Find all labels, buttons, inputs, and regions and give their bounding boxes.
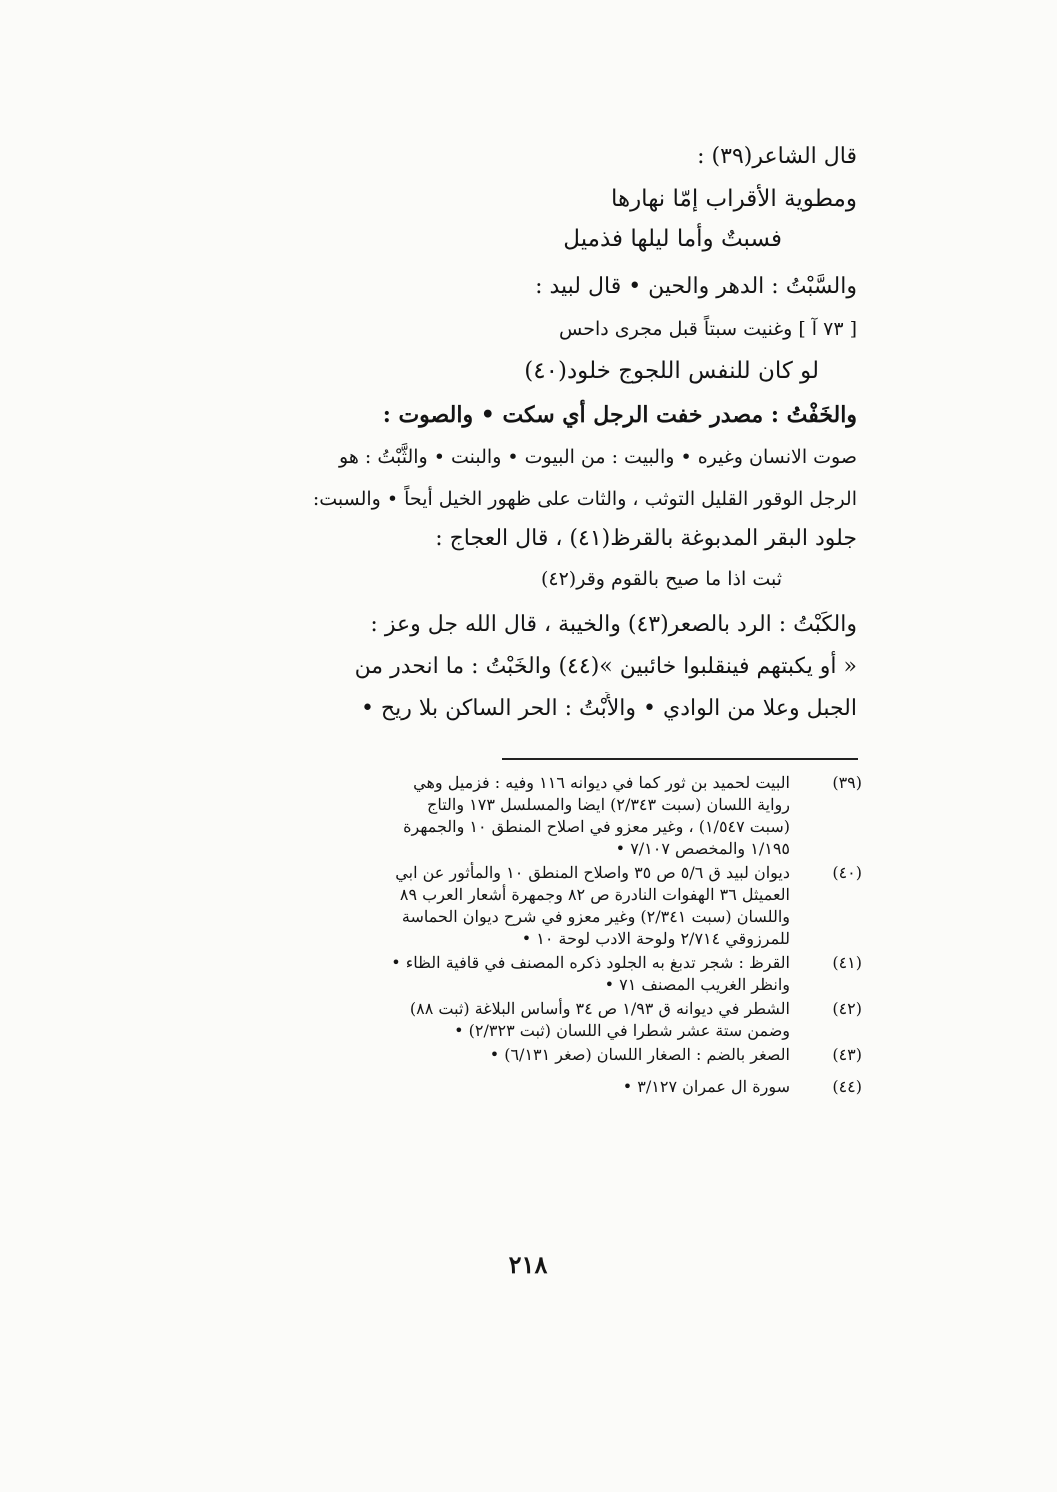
footnote-line: ديوان لبيد ق ٥/٦ ص ٣٥ واصلاح المنطق ١٠ والمأثور عن ابي	[395, 863, 790, 882]
verse-line-1: ومطوية الأقراب إمّا نهارها	[610, 186, 857, 212]
verse-line-4: لو كان للنفس اللجوج خلود(٤٠)	[524, 358, 819, 384]
footnote-line: العميثل ٣٦ الهفوات النادرة ص ٨٢ وجمهرة أشعار العرب ٨٩	[399, 885, 790, 904]
footnote-line: الشطر في ديوانه ق ١/٩٣ ص ٣٤ وأساس البلاغة (ثبت ٨٨)	[409, 999, 790, 1018]
verse-line-5: ثبت اذا ما صيح بالقوم وقر(٤٢)	[540, 568, 782, 590]
footnote-40	[200, 862, 862, 950]
footnote-line: وضمن ستة عشر شطرا في اللسان (ثبت ٢/٣٢٣) •	[454, 1021, 790, 1040]
footnote-42	[200, 998, 862, 1042]
footnote-41	[200, 952, 862, 996]
footnote-number: (٤٤)	[832, 1077, 862, 1096]
footnote-number: (٤٠)	[832, 863, 862, 882]
body-line-7: والكَبْتُ : الرد بالصعر(٤٣) والخيبة ، قال الله جل وعز :	[370, 612, 857, 637]
verse-line-3: [ ٧٣ آ ] وغنيت سبتاً قبل مجرى داحس	[559, 318, 857, 340]
footnote-line: رواية اللسان (سبت ٢/٣٤٣) ايضا والمسلسل ١٧٣ والتاج	[426, 795, 790, 814]
footnote-number: (٤١)	[832, 953, 862, 972]
footnote-line: للمرزوقي ٢/٧١٤ ولوحة الادب لوحة ١٠ •	[521, 929, 790, 948]
page-number: ٢١٨	[508, 1250, 548, 1279]
body-line-2: والسَّبْتُ : الدهر والحين • قال لبيد :	[535, 274, 857, 299]
footnote-number: (٤٣)	[832, 1045, 862, 1064]
verse-line-2: فسبتٌ وأما ليلها فذميل	[563, 226, 782, 252]
body-line-5: الرجل الوقور القليل التوثب ، والثات على ظهور الخيل أيحاً • والسبت:	[312, 488, 857, 510]
body-line-9: الجبل وعلا من الوادي • والأَبْتُ : الحر الساكن بلا ريح •	[360, 696, 857, 721]
footnote-43	[200, 1044, 862, 1066]
footnote-line: واللسان (سبت ٢/٣٤١) وغير معزو في شرح ديوان الحماسة	[401, 907, 790, 926]
body-line-4: صوت الانسان وغيره • والبيت : من البيوت • والبنت • والثَّبْتُ : هو	[339, 446, 857, 468]
body-line-6: جلود البقر المدبوغة بالقرظ(٤١) ، قال العجاج :	[435, 526, 857, 551]
footnote-44	[200, 1076, 862, 1098]
footnote-line: ١/١٩٥ والمخصص ٧/١٠٧ •	[615, 839, 790, 858]
footnote-line: (سبت ١/٥٤٧) ، وغير معزو في اصلاح المنطق ١٠ والجمهرة	[403, 817, 790, 836]
footnote-line: وانظر الغريب المصنف ٧١ •	[604, 975, 790, 994]
footnote-39	[200, 772, 862, 860]
footnote-number: (٤٢)	[832, 999, 862, 1018]
footnote-number: (٣٩)	[832, 773, 862, 792]
footnote-line: الصغر بالضم : الصغار اللسان (صغر ٦/١٣١) •	[489, 1045, 790, 1064]
body-line-8: « أو يكبتهم فينقلبوا خائبين »(٤٤) والخَبْتُ : ما انحدر من	[354, 654, 857, 679]
footnote-line: القرظ : شجر تدبغ به الجلود ذكره المصنف في قافية الظاء •	[391, 953, 790, 972]
body-line-3: والخَفْتُ : مصدر خفت الرجل أي سكت • والصوت :	[382, 402, 857, 428]
footnote-line: البيت لحميد بن ثور كما في ديوانه ١١٦ وفيه : فزميل وهي	[413, 773, 790, 792]
footnotes	[200, 772, 862, 1100]
footnote-line: سورة ال عمران ٣/١٢٧ •	[622, 1077, 790, 1096]
body-line-1: قال الشاعر(٣٩) :	[697, 144, 857, 169]
footnote-separator	[502, 758, 858, 760]
